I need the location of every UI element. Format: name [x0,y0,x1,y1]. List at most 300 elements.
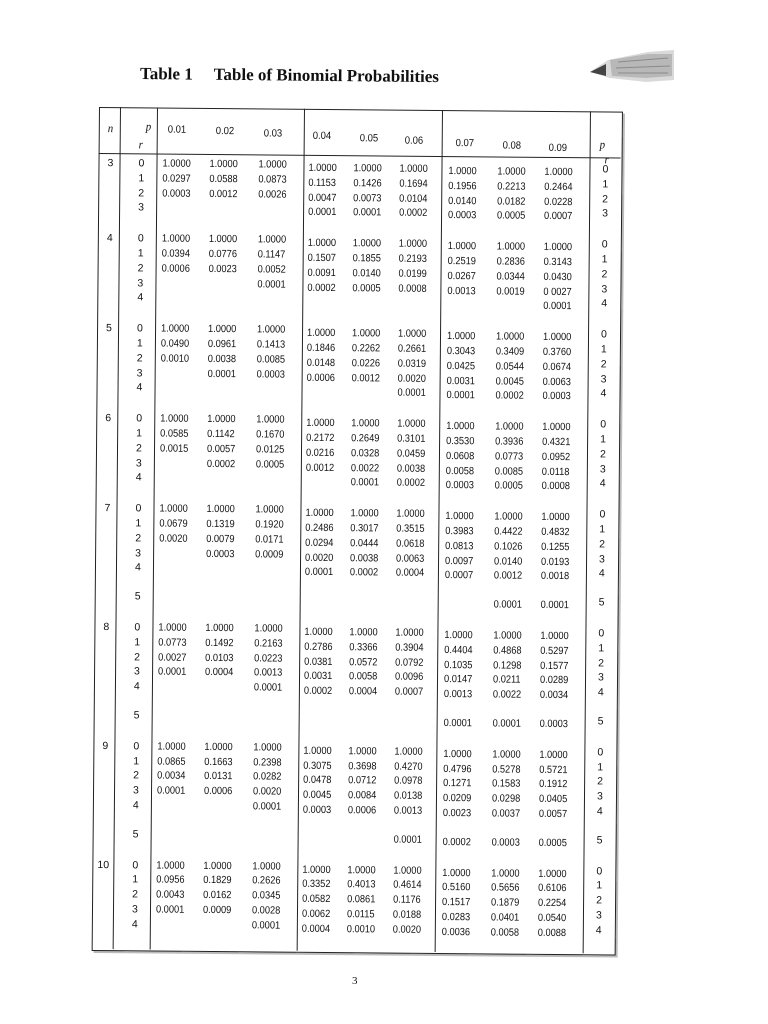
r-value: 3 [134,665,140,678]
probability-cell: 0.0009 [202,903,232,917]
probability-cell: 1.0000 [349,626,378,639]
probability-cell: 1.0000 [306,327,336,340]
n-value: 3 [107,157,114,170]
probability-cell: 0.0328 [350,447,380,460]
r-value: 2 [135,442,142,455]
probability-cell: 0.0001 [257,277,286,291]
probability-cell: 0.0002 [303,684,333,698]
probability-cell: 0.0001 [308,206,337,219]
r-value: 2 [135,532,142,545]
probability-cell: 0.0572 [349,655,378,669]
probability-cell: 0.0001 [493,598,522,611]
header-p-value: 0.07 [455,137,475,150]
probability-cell: 0.0023 [442,807,472,820]
r-value-right: 2 [598,656,605,670]
probability-cell: 1.0000 [542,331,572,344]
r-value: 5 [133,709,140,722]
probability-cell: 0.1694 [399,177,428,190]
probability-cell: 0.0298 [491,792,521,805]
probability-cell: 0.0006 [203,785,233,798]
r-value: 0 [133,740,140,753]
probability-cell: 0.2193 [398,252,428,265]
probability-cell: 1.0000 [205,621,234,635]
probability-cell: 0.2661 [397,342,427,355]
r-value: 3 [135,456,142,469]
probability-cell: 0.0776 [208,247,238,261]
probability-cell: 0.1846 [306,341,336,355]
probability-cell: 1.0000 [447,240,477,253]
r-value: 1 [136,427,143,440]
n-value: 5 [106,322,112,335]
probability-cell: 1.0000 [540,629,569,643]
probability-cell: 0.0007 [544,210,573,223]
probability-cell: 1.0000 [306,417,335,430]
probability-cell: 0.3017 [350,522,379,535]
probability-cell: 0.0226 [351,357,381,370]
probability-cell: 0.0006 [347,804,377,817]
probability-cell: 0.0582 [302,892,331,906]
probability-cell: 0.0961 [207,337,237,351]
r-value-right: 2 [600,358,607,371]
r-value-right: 0 [599,508,606,521]
probability-cell: 0.0026 [258,187,287,201]
probability-cell: 1.0000 [203,859,232,872]
probability-cell: 0.0018 [540,570,570,583]
probability-cell: 0.3936 [495,435,524,448]
r-value: 1 [132,873,139,886]
probability-cell: 0.0381 [304,655,333,668]
probability-cell: 1.0000 [157,740,186,753]
probability-cell: 0.0038 [396,462,426,475]
probability-cell: 0.0020 [397,372,426,385]
probability-cell: 0.0138 [393,789,423,803]
n-value: 8 [103,621,110,634]
probability-cell: 0.0345 [252,889,281,902]
probability-cell: 0.0038 [207,352,237,366]
probability-cell: 0.1583 [492,777,521,791]
probability-cell: 0.1147 [257,248,286,261]
r-value: 0 [134,621,141,634]
probability-cell: 0.1271 [443,777,472,790]
probability-cell: 0.3983 [445,525,474,538]
probability-cell: 0 0027 [543,285,572,298]
probability-cell: 0.2649 [351,432,380,445]
probability-cell: 0.0003 [539,717,568,731]
r-value-right: 1 [598,642,605,655]
probability-cell: 0.0001 [443,717,472,730]
probability-cell: 0.0019 [496,285,525,298]
probability-cell: 0.2464 [544,180,573,193]
probability-cell: 0.0544 [495,360,525,373]
probability-cell: 0.1912 [539,778,568,791]
probability-cell: 0.0057 [538,807,568,821]
probability-cell: 1.0000 [303,744,332,757]
probability-cell: 1.0000 [397,417,426,431]
probability-cell: 0.0223 [254,651,283,665]
probability-cell: 1.0000 [446,330,476,343]
r-value: 3 [131,903,138,916]
r-value: 5 [134,590,141,603]
probability-cell: 0.0104 [399,192,428,205]
probability-cell: 0.0148 [306,356,336,369]
probability-cell: 0.0003 [448,209,477,222]
probability-cell: 0.0861 [347,893,376,906]
probability-cell: 1.0000 [543,241,573,254]
n-value: 4 [106,232,113,245]
probability-cell: 0.0004 [395,566,425,580]
probability-cell: 0.0873 [258,173,287,186]
probability-cell: 0.0013 [443,688,473,701]
probability-cell: 0.0027 [158,651,187,664]
probability-cell: 0.0319 [397,357,427,370]
probability-cell: 0.0588 [209,172,238,186]
probability-cell: 0.0012 [305,461,335,474]
probability-cell: 0.0001 [393,833,422,846]
r-value-right: 4 [601,297,608,310]
probability-cell: 0.0001 [492,717,521,730]
probability-cell: 0.0063 [396,552,425,565]
header-p-value: 0.03 [263,127,283,140]
probability-cell: 0.0005 [494,479,524,493]
probability-cell: 0.0118 [541,465,570,478]
probability-cell: 0.0540 [537,911,567,925]
probability-cell: 0.2254 [538,897,567,910]
probability-cell: 1.0000 [497,165,526,178]
probability-cell: 0.0679 [159,517,188,530]
probability-cell: 0.0425 [446,359,476,373]
r-value: 2 [138,186,145,199]
probability-cell: 0.0001 [350,476,380,489]
probability-cell: 0.3075 [303,759,332,772]
probability-cell: 0.0002 [495,389,524,403]
probability-cell: 0.0003 [491,836,520,849]
probability-cell: 0.0079 [206,532,235,545]
r-value-right: 2 [601,268,608,281]
probability-cell: 1.0000 [395,626,424,639]
probability-cell: 0.0952 [541,450,571,463]
r-value-right: 4 [598,567,605,580]
probability-cell: 0.0003 [206,547,235,560]
probability-cell: 1.0000 [252,859,281,873]
probability-cell: 0.0956 [156,873,185,887]
r-value-right: 1 [600,433,607,446]
probability-cell: 1.0000 [204,740,233,753]
probability-cell: 1.0000 [257,233,287,246]
probability-cell: 0.0140 [448,194,477,207]
r-value-right: 1 [600,343,607,356]
header-r-right: r [604,152,609,167]
probability-cell: 0.0228 [544,195,573,208]
probability-cell: 0.0001 [251,919,281,932]
probability-cell: 0.0012 [209,187,238,200]
probability-cell: 0.4796 [443,762,472,775]
probability-cell: 0.0585 [160,427,189,440]
probability-cell: 0.3904 [395,641,424,654]
probability-cell: 0.0010 [346,922,376,936]
probability-cell: 0.1507 [307,251,337,265]
r-value-right: 3 [602,207,608,220]
r-value: 2 [136,352,143,365]
probability-cell: 1.0000 [353,162,382,175]
probability-cell: 0.0478 [303,774,332,787]
probability-cell: 0.1855 [352,252,382,265]
probability-cell: 0.0103 [205,651,234,664]
probability-cell: 0.0001 [156,784,186,797]
r-value-right: 4 [597,686,604,699]
probability-cell: 0.0023 [208,262,237,276]
probability-cell: 0.1663 [204,755,233,768]
probability-cell: 0.0045 [302,788,332,802]
probability-cell: 0.0002 [396,477,426,490]
r-value: 4 [134,561,141,574]
probability-cell: 0.3143 [543,255,572,269]
probability-cell: 0.0140 [352,267,381,280]
probability-cell: 0.0004 [301,922,331,935]
probability-cell: 0.0003 [302,803,332,817]
probability-cell: 0.0193 [540,555,570,568]
probability-cell: 0.0010 [160,352,190,365]
probability-cell: 0.2398 [253,755,282,769]
probability-cell: 0.0085 [256,353,286,366]
probability-cell: 1.0000 [257,323,286,336]
r-value-right: 2 [596,894,602,907]
probability-cell: 0.0405 [538,793,568,806]
probability-cell: 1.0000 [491,867,520,880]
probability-cell: 0.0058 [348,670,378,683]
probability-cell: 1.0000 [254,622,283,635]
r-value-right: 2 [599,448,606,461]
probability-cell: 1.0000 [207,413,236,426]
probability-cell: 1.0000 [443,747,472,761]
probability-cell: 0.0003 [162,187,191,200]
probability-cell: 1.0000 [206,503,235,516]
probability-cell: 0.0199 [398,267,427,280]
probability-cell: 0.0002 [349,566,379,579]
r-value-right: 4 [600,387,607,400]
probability-cell: 1.0000 [393,864,422,877]
probability-cell: 1.0000 [495,330,525,343]
probability-cell: 0.0001 [158,665,187,679]
probability-cell: 0.1413 [256,338,286,351]
probability-cell: 0.0216 [305,446,335,459]
probability-cell: 0.3409 [495,345,525,358]
probability-cell: 0.0003 [256,367,285,381]
r-value-right: 3 [597,671,604,684]
probability-cell: 1.0000 [161,232,191,245]
page-number: 3 [352,975,358,987]
r-value: 3 [137,276,144,289]
r-value: 4 [136,381,143,394]
r-value: 0 [138,157,145,170]
probability-cell: 0.4832 [541,525,570,539]
probability-cell: 0.0001 [207,367,236,380]
probability-cell: 1.0000 [495,420,524,433]
r-value-right: 4 [596,805,603,818]
probability-cell: 0.0001 [253,681,283,694]
r-value-right: 2 [602,192,609,206]
probability-cell: 0.3530 [446,435,475,448]
probability-cell: 1.0000 [305,507,334,520]
r-value: 4 [133,680,140,693]
r-value: 0 [132,858,139,871]
probability-cell: 0.0001 [446,389,475,402]
probability-cell: 0.0162 [203,889,232,902]
probability-cell: 0.1035 [444,658,473,671]
probability-cell: 0.0007 [394,685,424,699]
probability-cell: 0.0062 [301,907,331,921]
probability-cell: 0.0013 [447,284,476,297]
probability-cell: 0.0459 [396,447,426,460]
probability-cell: 0.0012 [351,371,380,385]
header-p-value: 0.08 [502,139,522,152]
probability-cell: 0.0036 [441,925,471,939]
probability-cell: 0.0063 [542,375,571,388]
probability-cell: 0.0401 [490,911,520,924]
probability-cell: 1.0000 [542,421,571,434]
r-value-right: 0 [598,627,605,640]
probability-cell: 1.0000 [156,859,185,872]
header-p-value: 0.04 [312,129,332,143]
r-value-right: 0 [600,328,607,341]
probability-cell: 0.1298 [493,659,522,672]
probability-cell: 0.1426 [353,177,382,190]
r-value-right: 0 [596,864,603,878]
r-value-right: 1 [601,253,608,266]
probability-cell: 0.2786 [304,640,333,653]
probability-cell: 0.0006 [306,371,335,384]
probability-cell: 0.3366 [349,641,378,654]
probability-cell: 0.1920 [255,518,284,531]
header-p-value: 0.01 [167,123,187,136]
probability-cell: 0.0047 [308,191,337,204]
probability-cell: 1.0000 [347,863,376,877]
probability-cell: 0.1956 [448,179,477,193]
r-value: 4 [132,799,139,812]
probability-cell: 0.2486 [305,521,334,535]
n-value: 7 [104,502,111,515]
r-value-right: 1 [599,523,606,536]
probability-cell: 1.0000 [494,510,523,523]
probability-cell: 0.0009 [255,547,284,561]
probability-cell: 0.0001 [155,903,185,916]
probability-cell: 1.0000 [444,629,473,642]
r-value-right: 3 [600,372,607,386]
probability-cell: 0.0813 [445,539,474,553]
probability-cell: 0.0444 [350,537,379,550]
header-p-value: 0.02 [215,125,235,138]
probability-cell: 1.0000 [158,621,187,634]
probability-cell: 0.1319 [206,517,235,531]
probability-cell: 0.0344 [496,270,525,283]
probability-cell: 0.0013 [393,804,423,817]
probability-cell: 0.0140 [494,555,523,568]
probability-cell: 0.0015 [159,442,189,455]
probability-cell: 0.0031 [303,670,333,683]
probability-cell: 0.0001 [304,566,334,579]
r-value-right: 3 [601,282,608,296]
probability-cell: 0.3760 [542,345,572,359]
r-value-right: 1 [602,178,609,191]
probability-cell: 0.0096 [394,670,424,684]
r-value: 1 [134,636,141,649]
probability-cell: 0.0001 [540,599,569,612]
r-value: 1 [135,517,142,530]
probability-cell: 1.0000 [446,420,475,433]
r-value: 0 [135,502,142,515]
probability-cell: 0.3352 [302,878,331,891]
probability-cell: 0.0115 [346,908,375,921]
probability-cell: 1.0000 [445,510,474,523]
probability-cell: 0.0773 [158,636,187,649]
probability-cell: 0.4270 [394,760,423,773]
probability-cell: 0.0012 [493,569,523,583]
r-value-right: 3 [599,552,605,566]
probability-cell: 0.3698 [348,759,377,773]
probability-cell: 0.1026 [494,540,523,553]
probability-cell: 0.0057 [206,442,236,455]
probability-cell: 0.1142 [207,427,235,441]
r-value: 0 [137,232,144,245]
r-value: 3 [135,546,142,559]
probability-cell: 0.0430 [543,270,572,283]
probability-cell: 0.0792 [395,656,424,669]
r-value: 1 [138,172,145,185]
r-value: 0 [136,412,143,425]
probability-cell: 0.0058 [445,464,475,477]
probability-cell: 0.0001 [252,800,282,813]
probability-cell: 0.3101 [397,432,426,445]
probability-cell: 0.1670 [256,428,285,441]
n-value: 10 [97,858,110,871]
probability-cell: 0.2172 [306,431,335,445]
probability-cell: 0.2213 [497,180,526,193]
probability-cell: 0.0005 [255,457,285,471]
probability-cell: 0.0022 [350,461,380,475]
probability-cell: 1.0000 [539,748,568,761]
header-p-value: 0.05 [359,132,379,145]
probability-cell: 1.0000 [208,323,237,336]
header-p-value: 0.09 [548,141,568,155]
r-value-right: 3 [595,909,602,922]
probability-cell: 0.0283 [441,911,471,924]
probability-cell: 1.0000 [308,161,337,175]
probability-cell: 1.0000 [538,867,567,880]
r-value-right: 0 [597,746,604,759]
probability-cell: 0.1153 [308,176,336,189]
probability-cell: 0.0171 [255,533,284,546]
r-value: 3 [136,366,143,379]
header-n: n [107,121,114,136]
probability-cell: 1.0000 [442,866,471,879]
r-value-right: 3 [596,790,603,803]
probability-cell: 0.0091 [307,266,336,279]
probability-cell: 0.0002 [206,457,236,470]
probability-cell: 0.0001 [353,206,382,219]
probability-cell: 0.0022 [492,688,522,701]
r-value: 0 [137,322,143,335]
r-value-right: 1 [596,879,603,892]
probability-cell: 0.0020 [305,551,334,564]
probability-cell: 1.0000 [397,327,427,341]
r-value-right: 3 [599,462,606,476]
probability-cell: 0.1255 [541,540,570,553]
probability-cell: 0.0490 [160,337,190,350]
n-value: 9 [102,739,109,752]
probability-cell: 0.0211 [492,673,521,687]
probability-cell: 0.4614 [393,878,422,892]
probability-cell: 1.0000 [492,748,521,761]
probability-cell: 1.0000 [307,237,337,250]
